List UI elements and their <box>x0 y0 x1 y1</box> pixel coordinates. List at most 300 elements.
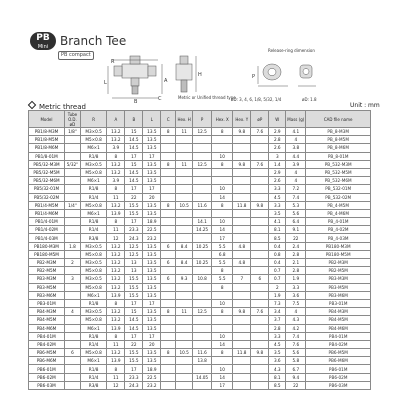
model-cell: PB6-M6M <box>29 357 65 365</box>
thread-cell: M3×0.5 <box>80 160 106 168</box>
tube-od-cell: 1/8" <box>65 128 81 136</box>
model-cell: PB180-M5M <box>29 250 65 258</box>
dim-op-cell <box>251 168 269 176</box>
dim-p-cell <box>193 381 212 389</box>
dim-c-cell <box>161 283 176 291</box>
model-cell: PB1/8-01M <box>29 152 65 160</box>
dim-l-cell: 17 <box>143 332 161 340</box>
thread-cell: M6×1 <box>80 144 106 152</box>
dim-l-cell: 13.5 <box>143 250 161 258</box>
col-header: P <box>193 111 212 128</box>
dim-op-cell <box>251 299 269 307</box>
dim-b-cell: 12.5 <box>125 250 143 258</box>
thread-cell: R1/4 <box>80 373 106 381</box>
dim-a-cell: 13.2 <box>107 136 125 144</box>
model-cell: PB1/8-M3M <box>29 128 65 136</box>
dim-b-cell: 12.5 <box>125 242 143 250</box>
model-cell: PB4-M5M <box>29 316 65 324</box>
dim-op-cell <box>251 267 269 275</box>
hex-h-cell <box>176 234 193 242</box>
dim-b-cell: 23.3 <box>125 373 143 381</box>
table-row <box>29 324 371 332</box>
dim-w-cell: 3.3 <box>269 332 286 340</box>
thread-cell: R1/8 <box>80 185 106 193</box>
hex-x-cell: 10 <box>212 365 233 373</box>
model-cell: PB1/8-M6M <box>29 144 65 152</box>
thread-cell: R1/4 <box>80 340 106 348</box>
dim-w-cell: 2.9 <box>269 128 286 136</box>
mass-cell: 5.3 <box>286 201 306 209</box>
dim-p-cell <box>193 340 212 348</box>
dim-label-h: H <box>198 72 202 78</box>
hex-h-cell <box>176 357 193 365</box>
dim-a-cell: 13.2 <box>107 283 125 291</box>
dim-p-cell <box>193 291 212 299</box>
hex-y-cell: 4.8 <box>233 259 251 267</box>
dim-b-cell: 15.5 <box>125 209 143 217</box>
cad-file-cell: PB4-02M <box>306 340 371 348</box>
tube-od-cell <box>65 267 81 275</box>
table-row <box>29 144 371 152</box>
dim-label-r: R <box>111 59 115 65</box>
dim-a-cell: 13.9 <box>107 291 125 299</box>
hex-y-cell <box>233 340 251 348</box>
dim-a-cell: 11 <box>107 226 125 234</box>
tube-od-cell <box>65 299 81 307</box>
hex-h-cell <box>176 218 193 226</box>
tube-od-cell <box>65 340 81 348</box>
dim-w-cell: 7.3 <box>269 299 286 307</box>
dim-a-cell: 13.9 <box>107 324 125 332</box>
hex-h-cell <box>176 316 193 324</box>
dim-w-cell: 0.7 <box>269 275 286 283</box>
table-row <box>29 381 371 389</box>
cad-file-cell: PB_8-M6M <box>306 144 371 152</box>
dim-p-cell <box>193 234 212 242</box>
dim-w-cell: 8.1 <box>269 226 286 234</box>
table-row <box>29 357 371 365</box>
dim-label-p: P <box>252 74 256 80</box>
hex-x-cell: 8 <box>212 128 233 136</box>
mass-cell: 2.8 <box>286 267 306 275</box>
model-cell: PB2-M5M <box>29 267 65 275</box>
dim-a-cell: 8 <box>107 299 125 307</box>
dim-w-cell: 0.7 <box>269 267 286 275</box>
dim-c-cell <box>161 291 176 299</box>
dim-a-cell: 8 <box>107 332 125 340</box>
mass-cell: 4.2 <box>286 324 306 332</box>
hex-h-cell <box>176 324 193 332</box>
cad-file-cell: PB4-M6M <box>306 324 371 332</box>
dim-l-cell: 13.5 <box>143 160 161 168</box>
dim-op-cell: 6 <box>251 275 269 283</box>
hex-h-cell <box>176 332 193 340</box>
hex-y-cell <box>233 381 251 389</box>
mass-cell: 5.8 <box>286 357 306 365</box>
od-caption: øD: 3, 4, 6, 1/8, 5/32, 1/4 <box>231 97 282 102</box>
hex-x-cell: 8 <box>212 201 233 209</box>
hex-y-cell <box>233 185 251 193</box>
dim-p-cell: 14.25 <box>193 226 212 234</box>
dim-c-cell <box>161 136 176 144</box>
dim-w-cell: 4.1 <box>269 218 286 226</box>
dim-c-cell <box>161 332 176 340</box>
thread-cell: M6×1 <box>80 291 106 299</box>
mass-cell: 4 <box>286 177 306 185</box>
cad-file-cell: PB_532-01M <box>306 185 371 193</box>
cad-file-cell: PB_532-M3M <box>306 160 371 168</box>
cad-file-cell: PB2-M5M <box>306 267 371 275</box>
col-header: Hex. Y <box>233 111 251 128</box>
col-header: A <box>107 111 125 128</box>
dim-label-a: A <box>164 78 168 84</box>
tube-od-cell <box>65 185 81 193</box>
cad-file-cell: PB4-M5M <box>306 316 371 324</box>
hex-y-cell <box>233 365 251 373</box>
dim-label-b: B <box>134 99 138 105</box>
hex-y-cell <box>233 144 251 152</box>
table-row <box>29 128 371 136</box>
dim-b-cell: 13 <box>125 267 143 275</box>
mass-cell: 3.9 <box>286 160 306 168</box>
col-header: L <box>143 111 161 128</box>
dim-w-cell: 0.4 <box>269 242 286 250</box>
dim-l-cell: 13.5 <box>143 201 161 209</box>
thread-cell: R1/8 <box>80 218 106 226</box>
dim-op-cell <box>251 340 269 348</box>
table-row <box>29 283 371 291</box>
dim-a-cell: 13.2 <box>107 267 125 275</box>
hex-h-cell: 9.3 <box>176 275 193 283</box>
dim-c-cell <box>161 144 176 152</box>
dim-a-cell: 13.2 <box>107 168 125 176</box>
model-cell: PB6-03M <box>29 381 65 389</box>
tube-od-cell: 1/4" <box>65 201 81 209</box>
dim-c-cell: 6 <box>161 259 176 267</box>
tube-od-cell <box>65 291 81 299</box>
dim-op-cell <box>251 177 269 185</box>
dim-a-cell: 8 <box>107 152 125 160</box>
table-row <box>29 291 371 299</box>
mass-cell: 9.4 <box>286 373 306 381</box>
dim-p-cell: 10.8 <box>193 275 212 283</box>
cad-file-cell: PB180-M5M <box>306 250 371 258</box>
hex-h-cell <box>176 381 193 389</box>
cad-file-cell: PB3-01M <box>306 299 371 307</box>
hex-y-cell <box>233 373 251 381</box>
model-cell: PB3-M3M <box>29 275 65 283</box>
dim-op-cell <box>251 218 269 226</box>
dim-c-cell <box>161 177 176 185</box>
thread-cell: M6×1 <box>80 209 106 217</box>
thread-cell: M6×1 <box>80 324 106 332</box>
table-row <box>29 177 371 185</box>
mass-cell: 6.4 <box>286 218 306 226</box>
dim-b-cell: 15.5 <box>125 291 143 299</box>
spec-table-body <box>29 128 371 390</box>
dim-c-cell <box>161 209 176 217</box>
mass-cell: 3.6 <box>286 291 306 299</box>
dim-w-cell: 3.5 <box>269 209 286 217</box>
dim-p-cell <box>193 324 212 332</box>
mass-cell: 4.4 <box>286 152 306 160</box>
table-row <box>29 136 371 144</box>
dim-label-l: L <box>104 80 107 86</box>
dim-op-cell: 7.6 <box>251 128 269 136</box>
hex-x-cell: 10 <box>212 152 233 160</box>
table-row <box>29 226 371 234</box>
dim-p-cell <box>193 332 212 340</box>
dim-l-cell: 13.5 <box>143 357 161 365</box>
compact-badge: PB compact <box>58 51 94 60</box>
dim-op-cell <box>251 185 269 193</box>
table-row <box>29 234 371 242</box>
dim-l-cell: 13.5 <box>143 168 161 176</box>
dim-w-cell: 8.5 <box>269 381 286 389</box>
model-cell: PB4-M6M <box>29 324 65 332</box>
hex-h-cell <box>176 226 193 234</box>
col-header: Hex. H <box>176 111 193 128</box>
dim-op-cell <box>251 136 269 144</box>
dim-p-cell: 11.6 <box>193 349 212 357</box>
dim-p-cell <box>193 250 212 258</box>
technical-drawing <box>0 0 400 110</box>
dim-w-cell: 4.5 <box>269 340 286 348</box>
dim-l-cell: 13.5 <box>143 291 161 299</box>
hex-h-cell <box>176 168 193 176</box>
table-row <box>29 152 371 160</box>
cad-file-cell: PB_4-M6M <box>306 209 371 217</box>
dim-a-cell: 13.9 <box>107 209 125 217</box>
release-ring-label: Release-ring dimension <box>268 48 315 53</box>
dim-l-cell: 13.5 <box>143 259 161 267</box>
dim-w-cell: 4.3 <box>269 365 286 373</box>
dim-w-cell: 3.7 <box>269 316 286 324</box>
cad-file-cell: PB6-02M <box>306 373 371 381</box>
dim-op-cell: 7.6 <box>251 308 269 316</box>
tube-od-cell <box>65 168 81 176</box>
hex-h-cell: 11 <box>176 308 193 316</box>
dim-l-cell: 18.9 <box>143 218 161 226</box>
mass-cell: 4.3 <box>286 316 306 324</box>
dim-c-cell <box>161 340 176 348</box>
model-cell: PB5/32-M3M <box>29 160 65 168</box>
dim-c-cell: 8 <box>161 349 176 357</box>
table-row <box>29 209 371 217</box>
hex-x-cell: 8 <box>212 308 233 316</box>
dim-a-cell: 13.2 <box>107 128 125 136</box>
thread-cell: M3×0.5 <box>80 128 106 136</box>
dim-c-cell: 8 <box>161 160 176 168</box>
table-row <box>29 332 371 340</box>
hex-y-cell <box>233 136 251 144</box>
dim-c-cell <box>161 381 176 389</box>
dim-l-cell: 18.9 <box>143 365 161 373</box>
col-header: W <box>269 111 286 128</box>
hex-y-cell <box>233 283 251 291</box>
mass-cell: 2.8 <box>286 250 306 258</box>
table-row <box>29 275 371 283</box>
cad-file-cell: PB_8-01M <box>306 152 371 160</box>
dim-c-cell <box>161 267 176 275</box>
tube-od-cell <box>65 152 81 160</box>
dim-op-cell <box>251 250 269 258</box>
hex-x-cell: 10 <box>212 218 233 226</box>
mass-cell: 6.7 <box>286 365 306 373</box>
table-row <box>29 259 371 267</box>
dim-label-c: C <box>158 96 162 102</box>
col-header: Model <box>29 111 65 128</box>
dim-b-cell: 14.5 <box>125 324 143 332</box>
model-cell: PB2-M3M <box>29 259 65 267</box>
tube-od-cell: 1.8 <box>65 242 81 250</box>
tube-od-cell <box>65 250 81 258</box>
dim-l-cell: 13.5 <box>143 144 161 152</box>
mass-cell: 7.2 <box>286 185 306 193</box>
dim-l-cell: 13.5 <box>143 242 161 250</box>
hex-x-cell <box>212 357 233 365</box>
dim-w-cell: 3.4 <box>269 308 286 316</box>
thread-cell: R3/8 <box>80 234 106 242</box>
hex-x-cell <box>212 291 233 299</box>
hex-x-cell <box>212 209 233 217</box>
table-row <box>29 218 371 226</box>
dim-w-cell: 8.1 <box>269 373 286 381</box>
mass-cell: 4 <box>286 168 306 176</box>
dim-l-cell: 13.5 <box>143 349 161 357</box>
table-header-row <box>29 111 371 128</box>
thread-cell: M3×0.5 <box>80 275 106 283</box>
dim-b-cell: 17 <box>125 185 143 193</box>
cad-file-cell: PB6-01M <box>306 365 371 373</box>
dim-b-cell: 22 <box>125 340 143 348</box>
dim-l-cell: 22.5 <box>143 226 161 234</box>
dim-op-cell <box>251 381 269 389</box>
hex-h-cell <box>176 144 193 152</box>
hex-x-cell: 8 <box>212 349 233 357</box>
dim-c-cell <box>161 357 176 365</box>
dim-w-cell: 2.9 <box>269 168 286 176</box>
dim-b-cell: 17 <box>125 152 143 160</box>
dim-l-cell: 13.5 <box>143 267 161 275</box>
dim-w-cell: 3.6 <box>269 357 286 365</box>
dim-c-cell <box>161 299 176 307</box>
hex-y-cell <box>233 357 251 365</box>
dim-b-cell: 15.5 <box>125 349 143 357</box>
hex-y-cell: 9.8 <box>233 128 251 136</box>
dim-p-cell: 10.25 <box>193 242 212 250</box>
cad-file-cell: PB_8-M5M <box>306 136 371 144</box>
dim-p-cell <box>193 267 212 275</box>
tube-od-cell: 2 <box>65 259 81 267</box>
table-row <box>29 250 371 258</box>
hex-h-cell: 11 <box>176 128 193 136</box>
hex-h-cell: 8.4 <box>176 259 193 267</box>
cad-file-cell: PB_4-01M <box>306 218 371 226</box>
dim-p-cell: 10.25 <box>193 259 212 267</box>
dim-w-cell: 0.8 <box>269 250 286 258</box>
dim-op-cell <box>251 193 269 201</box>
dim-b-cell: 14.5 <box>125 136 143 144</box>
mass-cell: 7.4 <box>286 332 306 340</box>
dim-a-cell: 8 <box>107 365 125 373</box>
tube-od-cell <box>65 234 81 242</box>
hex-x-cell: 14 <box>212 193 233 201</box>
tube-od-cell <box>65 177 81 185</box>
dim-a-cell: 11 <box>107 373 125 381</box>
thread-cell: R1/4 <box>80 193 106 201</box>
mass-cell: 7.5 <box>286 299 306 307</box>
model-cell: PB6-M5M <box>29 349 65 357</box>
model-cell: PB5/32-M6M <box>29 177 65 185</box>
dim-p-cell <box>193 299 212 307</box>
thread-cell: R1/4 <box>80 226 106 234</box>
dim-op-cell <box>251 152 269 160</box>
dim-p-cell: 14.1 <box>193 218 212 226</box>
hex-x-cell: 14 <box>212 340 233 348</box>
dim-p-cell <box>193 283 212 291</box>
tube-od-cell <box>65 316 81 324</box>
dim-op-cell <box>251 332 269 340</box>
hex-h-cell <box>176 267 193 275</box>
hex-y-cell <box>233 291 251 299</box>
col-header: CAD file name <box>306 111 371 128</box>
cad-file-cell: PB3-M3M <box>306 275 371 283</box>
dim-p-cell <box>193 152 212 160</box>
hex-h-cell <box>176 373 193 381</box>
dim-p-cell <box>193 209 212 217</box>
tube-od-cell: 3 <box>65 275 81 283</box>
mass-cell: 4 <box>286 136 306 144</box>
product-title: Branch Tee <box>60 34 127 48</box>
tube-od-cell <box>65 193 81 201</box>
od18-caption: øD: 1.8 <box>302 97 317 102</box>
hex-y-cell <box>233 234 251 242</box>
hex-x-cell: 14 <box>212 373 233 381</box>
thread-cell: M5×0.8 <box>80 168 106 176</box>
dim-op-cell <box>251 316 269 324</box>
dim-p-cell: 12.5 <box>193 308 212 316</box>
mass-cell: 22 <box>286 234 306 242</box>
hex-x-cell: 8 <box>212 267 233 275</box>
mass-cell: 3.8 <box>286 144 306 152</box>
dim-a-cell: 13.2 <box>107 308 125 316</box>
dim-b-cell: 13 <box>125 259 143 267</box>
dim-op-cell <box>251 291 269 299</box>
dim-c-cell <box>161 316 176 324</box>
hex-h-cell <box>176 209 193 217</box>
dim-c-cell <box>161 168 176 176</box>
mass-cell: 7.6 <box>286 340 306 348</box>
dim-a-cell: 13.2 <box>107 275 125 283</box>
table-row <box>29 242 371 250</box>
hex-h-cell: 10.5 <box>176 201 193 209</box>
dim-op-cell <box>251 209 269 217</box>
dim-op-cell <box>251 144 269 152</box>
hex-y-cell <box>233 250 251 258</box>
thread-cell: M5×0.8 <box>80 316 106 324</box>
dim-l-cell: 23.2 <box>143 234 161 242</box>
hex-x-cell: 8 <box>212 283 233 291</box>
thread-cell: R1/8 <box>80 365 106 373</box>
dim-l-cell: 17 <box>143 152 161 160</box>
dim-w-cell: 8.5 <box>269 234 286 242</box>
hex-h-cell <box>176 299 193 307</box>
dim-a-cell: 13.2 <box>107 349 125 357</box>
dim-a-cell: 13.9 <box>107 357 125 365</box>
model-cell: PB3-01M <box>29 299 65 307</box>
table-row <box>29 185 371 193</box>
